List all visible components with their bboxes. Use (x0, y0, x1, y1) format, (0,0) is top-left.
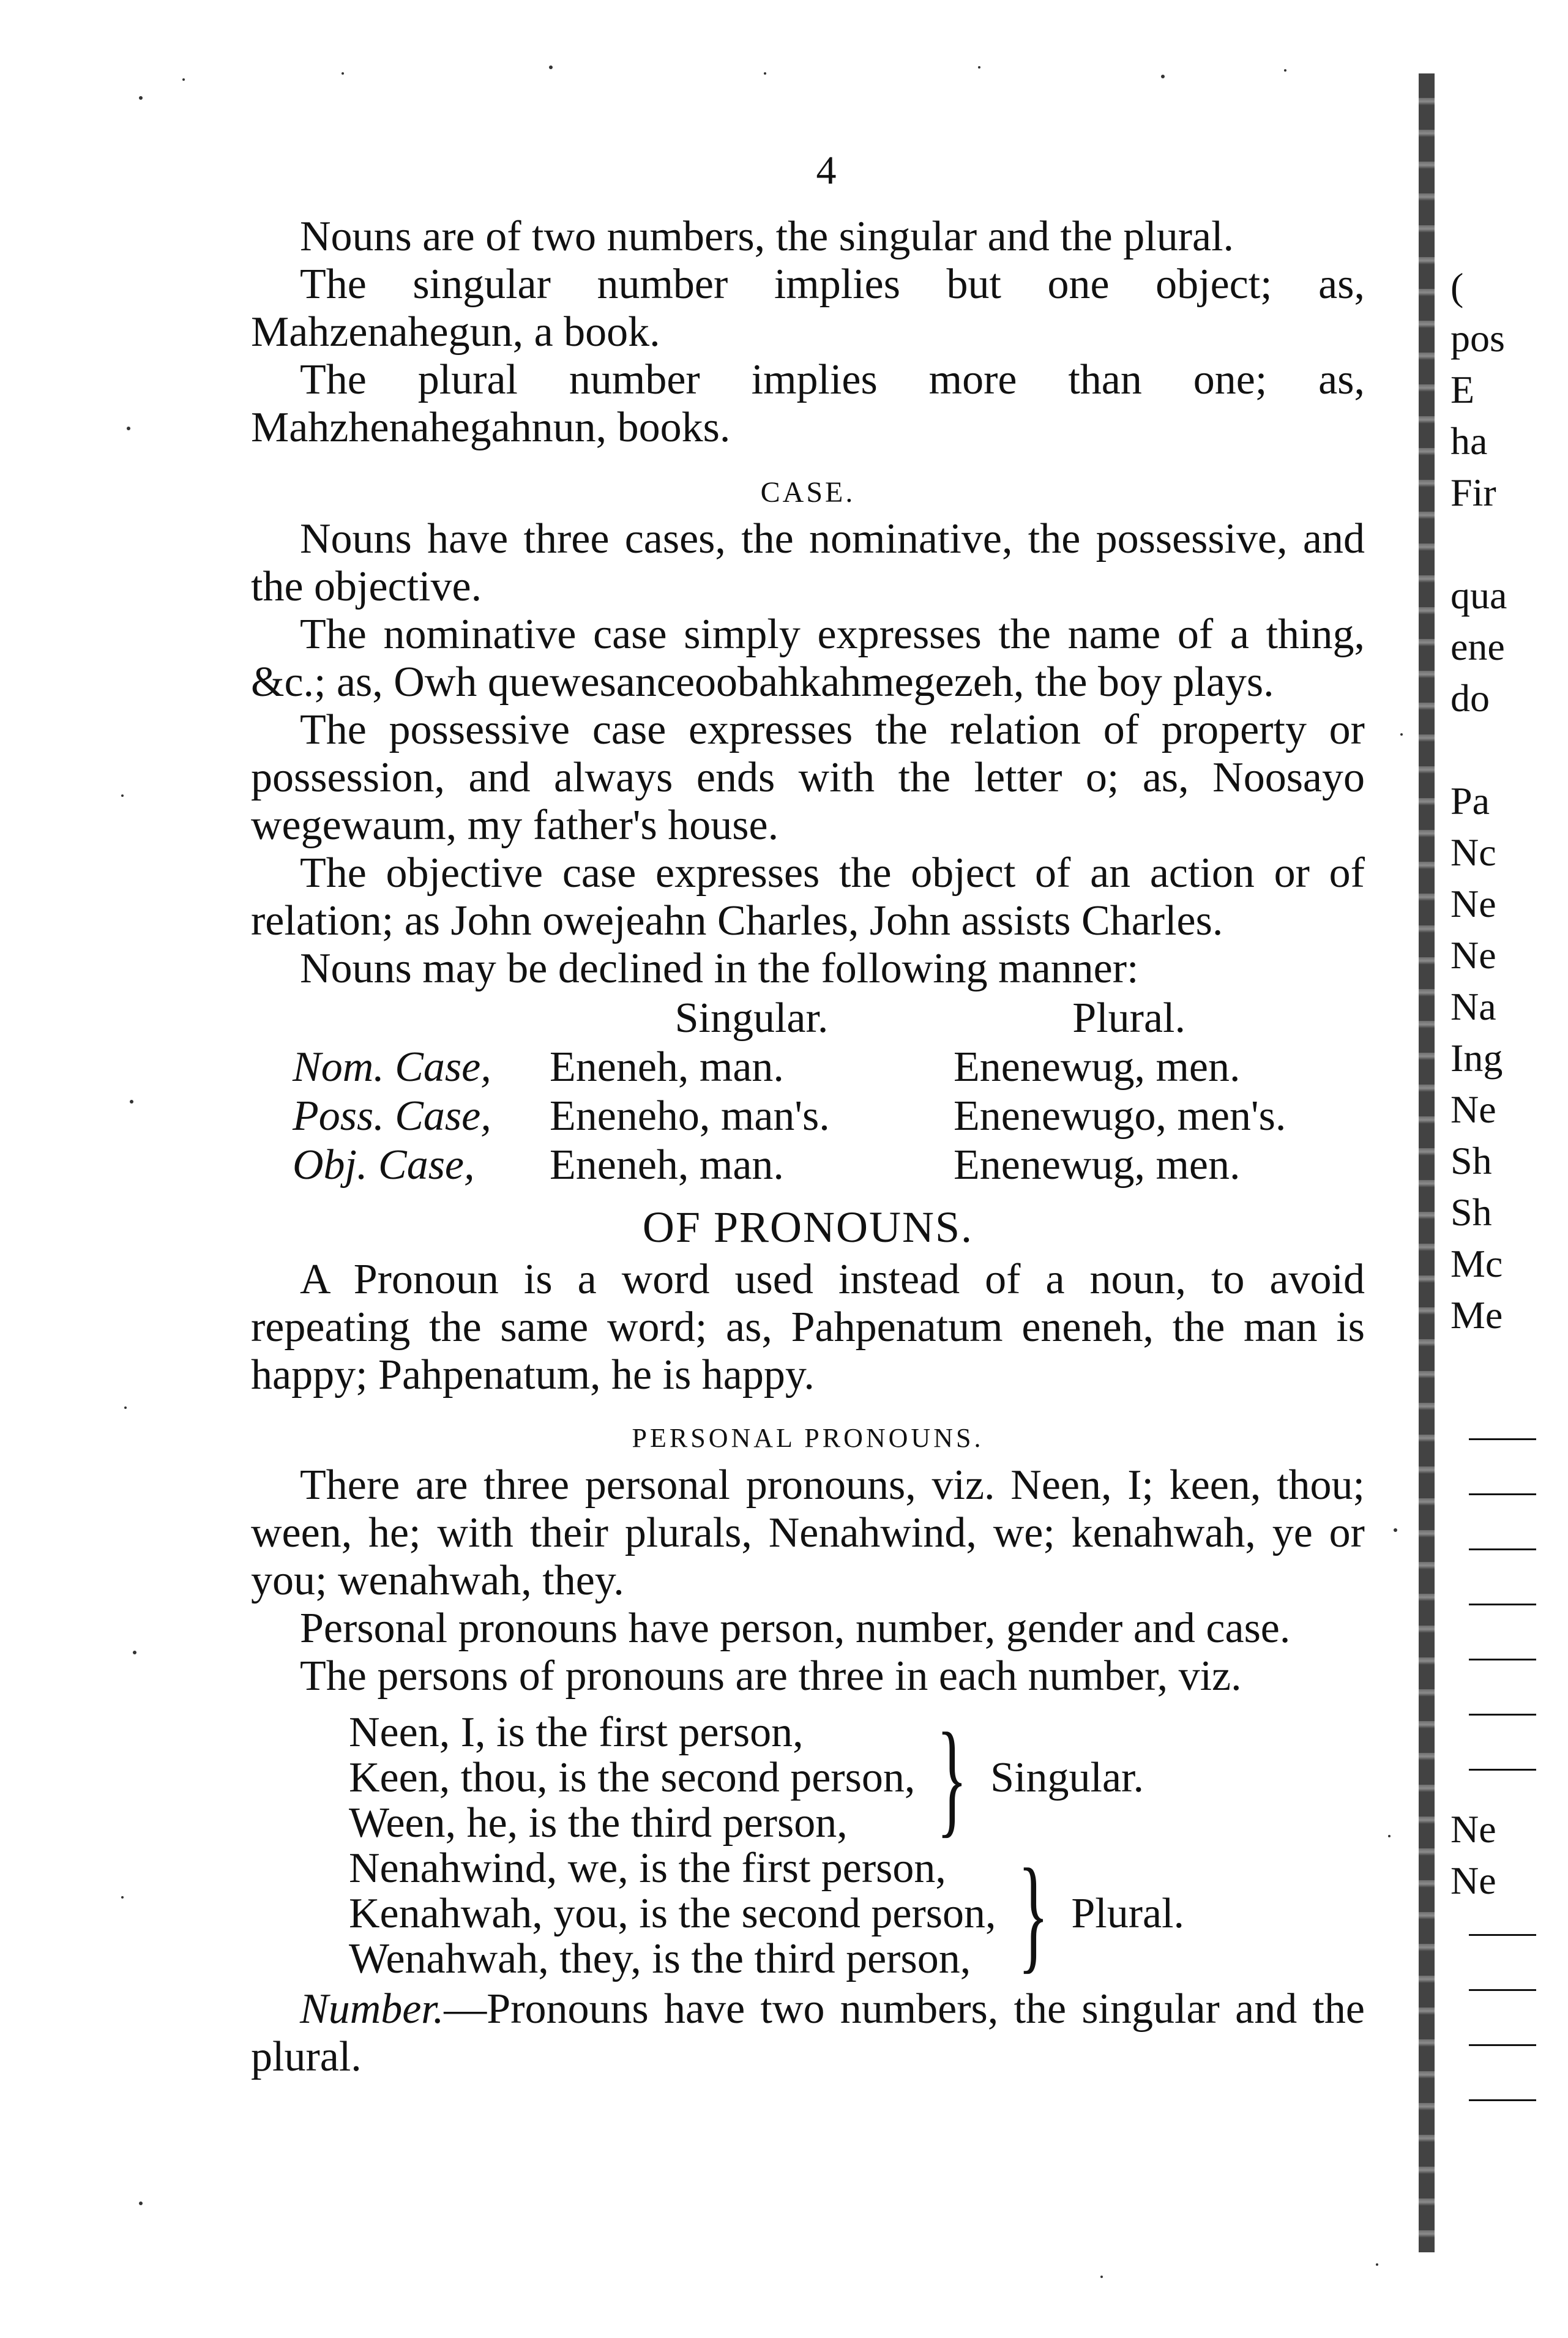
heading-personal-pronouns: PERSONAL PRONOUNS. (632, 1423, 984, 1453)
declension-plural: Enenewug, men. (954, 1141, 1241, 1189)
declension-row (293, 1141, 1304, 1190)
person-line: Keen, thou, is the second person, (349, 1754, 916, 1801)
right-brace-icon: } (1017, 1843, 1049, 1985)
adjacent-line: Ing (1450, 1036, 1503, 1080)
adjacent-line: ( (1450, 265, 1464, 308)
paragraph-objective: The objective case expresses the object of an action or of relation; as John owejeahn Charles, John assists Charles. (251, 850, 1365, 944)
adjacent-line: Ne (1450, 1088, 1496, 1131)
declension-singular: Eneneho, man's. (550, 1092, 830, 1140)
declension-case: Nom. Case, (293, 1044, 491, 1091)
heading-case: CASE. (760, 476, 856, 509)
adjacent-rule (1469, 1438, 1536, 1440)
paragraph-numbers: Nouns are of two numbers, the singular and the plural. (300, 213, 1234, 260)
adjacent-line: Nc (1450, 831, 1496, 874)
adjacent-line: Mc (1450, 1242, 1503, 1285)
declension-table (293, 994, 1304, 1190)
declension-row (293, 1092, 1304, 1141)
adjacent-line: Ne (1450, 1859, 1496, 1902)
declension-header-row (293, 994, 1304, 1043)
declension-plural: Enenewug, men. (954, 1044, 1241, 1091)
person-line: Ween, he, is the third person, (349, 1799, 848, 1847)
persons-singular-group (349, 1707, 1365, 1849)
adjacent-gap (1450, 726, 1568, 777)
adjacent-line: Sh (1450, 1190, 1492, 1234)
adjacent-rule (1469, 2044, 1536, 2046)
persons-plural-label: Plural. (1071, 1890, 1185, 1937)
adjacent-rule (1469, 1604, 1536, 1605)
persons-singular-label: Singular. (990, 1754, 1144, 1801)
paragraph-plural: The plural number implies more than one; as, Mahzhenahegahnun, books. (251, 356, 1365, 451)
adjacent-line: ha (1450, 419, 1488, 463)
adjacent-rule (1469, 2099, 1536, 2101)
adjacent-line: Sh (1450, 1139, 1492, 1182)
binding-gutter (1419, 73, 1435, 2252)
paragraph-three-personal: There are three personal pronouns, viz. Neen, I; keen, thou; ween, he; with their plurals, Nenahwind, we; kenahwah, ye or you; wenahwah, they. (251, 1462, 1365, 1604)
paragraph-pronoun-definition: A Pronoun is a word used instead of a noun, to avoid repeating the same word; as, Pahpenatum eneneh, the man is happy; Pahpenatum, he is happy. (251, 1256, 1365, 1399)
person-line: Nenahwind, we, is the first person, (349, 1845, 946, 1892)
adjacent-line: Ne (1450, 1807, 1496, 1851)
paragraph-possessive: The possessive case expresses the relation of property or possession, and always ends with the letter o; as, Noosayo wegewaum, my father's house. (251, 706, 1365, 849)
paragraph-declined: Nouns may be declined in the following manner: (300, 945, 1139, 992)
declension-singular: Eneneh, man. (550, 1044, 784, 1091)
adjacent-rule (1469, 1659, 1536, 1660)
adjacent-line: ene (1450, 625, 1505, 668)
person-line: Neen, I, is the first person, (349, 1709, 804, 1756)
persons-list (349, 1707, 1365, 1985)
adjacent-line: do (1450, 676, 1490, 720)
adjacent-line: Pa (1450, 779, 1490, 823)
paragraph-personal-have: Personal pronouns have person, number, gender and case. (300, 1605, 1291, 1652)
adjacent-rule (1469, 1714, 1536, 1716)
adjacent-page-strip-lower (1450, 1806, 1568, 1908)
adjacent-rule (1469, 1493, 1536, 1495)
adjacent-line: E (1450, 368, 1475, 411)
paragraph-nominative: The nominative case simply expresses the name of a thing, &c.; as, Owh quewesanceoobahkahmegezeh, the boy plays. (251, 611, 1365, 706)
paragraph-cases: Nouns have three cases, the nominative, the possessive, and the objective. (251, 515, 1365, 610)
adjacent-line: qua (1450, 573, 1507, 617)
persons-plural-group (349, 1843, 1365, 1985)
adjacent-rule (1469, 1769, 1536, 1771)
adjacent-line: Ne (1450, 882, 1496, 925)
adjacent-gap (1450, 520, 1568, 572)
declension-case: Poss. Case, (293, 1092, 491, 1140)
adjacent-page-strip (1450, 263, 1568, 1343)
paragraph-number (251, 1985, 1365, 2081)
page-number: 4 (816, 148, 837, 193)
person-line: Kenahwah, you, is the second person, (349, 1890, 996, 1937)
adjacent-rule (1469, 1548, 1536, 1550)
heading-of-pronouns: OF PRONOUNS. (642, 1203, 974, 1252)
adjacent-line: Ne (1450, 933, 1496, 977)
adjacent-line: Fir (1450, 471, 1496, 514)
number-label: Number. (300, 1985, 444, 2033)
declension-header-singular: Singular. (674, 995, 829, 1042)
adjacent-line: Me (1450, 1293, 1503, 1337)
adjacent-line: pos (1450, 316, 1505, 360)
adjacent-rule (1469, 1989, 1536, 1991)
adjacent-rule (1469, 1934, 1536, 1936)
declension-row (293, 1043, 1304, 1092)
person-line: Wenahwah, they, is the third person, (349, 1935, 971, 1982)
book-page (251, 147, 1365, 2081)
declension-header-blank (293, 994, 550, 1043)
paragraph-persons-of: The persons of pronouns are three in each number, viz. (300, 1653, 1242, 1700)
persons-plural-lines (349, 1846, 996, 1982)
paragraph-singular: The singular number implies but one object; as, Mahzenahegun, a book. (251, 261, 1365, 356)
declension-header-plural: Plural. (1072, 995, 1186, 1042)
declension-case: Obj. Case, (293, 1141, 475, 1189)
persons-singular-lines (349, 1710, 915, 1846)
declension-plural: Enenewugo, men's. (954, 1092, 1286, 1140)
right-brace-icon: } (936, 1707, 968, 1849)
number-text: —Pronouns have two numbers, the singular and the plural. (251, 1985, 1365, 2080)
declension-singular: Eneneh, man. (550, 1141, 784, 1189)
adjacent-line: Na (1450, 985, 1496, 1028)
